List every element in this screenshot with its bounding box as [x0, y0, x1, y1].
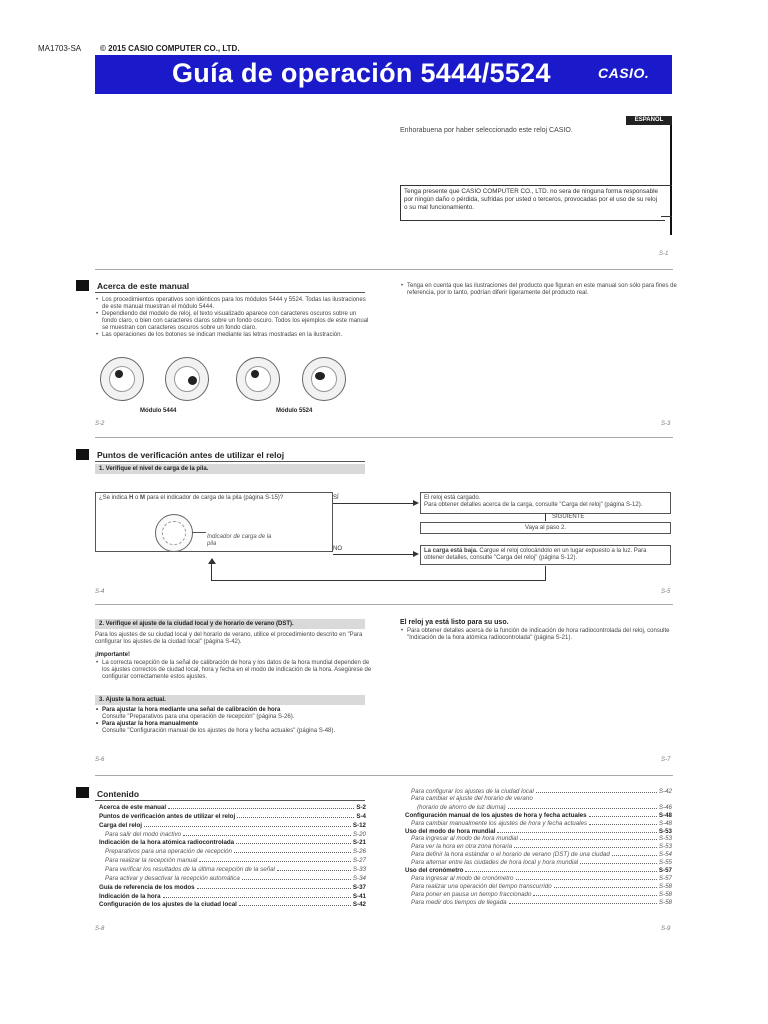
toc-entry-page: S-53: [658, 827, 672, 835]
toc-entry-page: S-46: [658, 803, 672, 811]
toc-entry-label: Preparativos para una operación de recepción: [105, 848, 232, 856]
row-divider: [95, 775, 673, 776]
bullet-item: • Dependiendo del modelo de reloj, el texto visualizado aparece con caracteres oscuros sobre un fondo claro, o bien con caracteres claros sobre un fondo oscuro. Todos los ejemplos de este manual se muestran con caracteres oscuros sobre un fondo claro.: [102, 311, 372, 332]
toc-entry[interactable]: [405, 866, 672, 874]
section-marker: [76, 449, 89, 460]
row-divider: [95, 437, 673, 438]
toc-leader-dots: [580, 858, 657, 864]
notice-frame-right: [661, 185, 672, 217]
page-number-s7: S-7: [661, 757, 671, 763]
liability-notice: Tenga presente que CASIO COMPUTER CO., LTD. no sera de ninguna forma responsable por ningún daño o pérdida, sufridas por usted o terceros, provocadas por el uso de su reloj o su mal funcionamiento.: [400, 185, 665, 221]
page-number-s6: S-6: [95, 757, 105, 763]
toc-entry[interactable]: [99, 900, 366, 908]
document-code: MA1703-SA: [38, 44, 82, 53]
arrow-up-icon: [208, 558, 216, 564]
toc-leader-dots: [144, 821, 351, 827]
yes-label: SÍ: [333, 495, 339, 501]
toc-entry[interactable]: [411, 834, 672, 842]
toc-entry-label: Acerca de este manual: [99, 804, 167, 811]
toc-leader-dots: [239, 900, 351, 906]
page-number-s9: S-9: [661, 926, 671, 932]
toc-entry-label: (horario de ahorro de luz diurna): [417, 803, 506, 811]
toc-entry[interactable]: [411, 787, 672, 795]
toc-leader-dots: [465, 866, 656, 872]
toc-leader-dots: [168, 803, 354, 809]
toc-entry-label: Para cambiar manualmente los ajustes de hora y fecha actuales: [411, 819, 588, 827]
watch-illustration: [302, 357, 346, 401]
heading-underline: [95, 292, 365, 293]
toc-leader-dots: [277, 865, 351, 871]
goto-step-box: Vaya al paso 2.: [420, 522, 671, 534]
loop-line: [211, 580, 546, 581]
toc-entry-label: Puntos de verificación antes de utilizar el reloj: [99, 812, 236, 820]
toc-entry-label: Para medir dos tiempos de llegada: [411, 898, 507, 906]
bullet-item: • Los procedimientos operativos son idénticos para los módulos 5444 y 5524. Todas las ilustraciones de este manual muestran el módulo 5444.: [102, 297, 372, 311]
greeting-text: Enhorabuena por haber seleccionado este reloj CASIO.: [400, 127, 573, 134]
toc-entry-label: Para alternar entre las ciudades de hora local y hora mundial: [411, 859, 579, 867]
step-bar: 2. Verifique el ajuste de la ciudad local y de horario de verano (DST).: [95, 619, 365, 629]
step-bar: 3. Ajuste la hora actual.: [95, 695, 365, 705]
section-marker: [76, 787, 89, 798]
toc-entry[interactable]: [411, 898, 672, 906]
toc-leader-dots: [508, 803, 657, 809]
toc-entry[interactable]: [99, 812, 366, 820]
step3-options: [95, 707, 372, 714]
page-number-s2: S-2: [95, 421, 105, 427]
toc-leader-dots: [533, 890, 657, 896]
toc-entry-page: S-55: [658, 859, 672, 867]
page-number-s1: S-1: [659, 251, 669, 257]
toc-entry-label: Indicación de la hora atómica radiocontrolada: [99, 839, 235, 847]
toc-leader-dots: [536, 787, 657, 793]
toc-entry[interactable]: [105, 847, 366, 855]
bullet-item: • Para ajustar la hora manualmente: [102, 721, 372, 728]
toc-entry-page: S-33: [352, 865, 366, 873]
toc-leader-dots: [242, 874, 351, 880]
toc-entry[interactable]: [105, 865, 366, 873]
ready-bullets: [400, 628, 679, 642]
toc-entry-page: S-57: [658, 874, 672, 882]
toc-leader-dots: [234, 847, 351, 853]
toc-entry-label: Para ingresar al modo de cronómetro: [411, 874, 514, 882]
important-bullets: [95, 660, 372, 681]
toc-entry[interactable]: [99, 883, 366, 891]
toc-entry[interactable]: [105, 830, 366, 838]
toc-entry-page: S-58: [658, 882, 672, 890]
toc-leader-dots: [554, 882, 657, 888]
toc-entry-page: S-12: [352, 821, 366, 829]
step3-options: [95, 721, 372, 728]
toc-entry-label: Guía de referencia de los modos: [99, 883, 195, 891]
page-number-s4: S-4: [95, 589, 105, 595]
arrow-icon: [413, 500, 419, 506]
step-bar: 1. Verifique el nivel de carga de la pila.: [95, 464, 365, 474]
toc-entry-label: Para realizar la recepción manual: [105, 857, 198, 865]
toc-entry-page: S-26: [352, 848, 366, 856]
toc-heading: Contenido: [97, 789, 140, 799]
illustration-note: [400, 283, 679, 297]
toc-leader-dots: [509, 898, 657, 904]
toc-entry-label: Para activar y desactivar la recepción automática: [105, 874, 240, 882]
toc-entry-page: S-58: [658, 890, 672, 898]
copyright: © 2015 CASIO COMPUTER CO., LTD.: [100, 44, 240, 53]
toc-entry-label: Para verificar los resultados de la última recepción de la señal: [105, 865, 275, 873]
toc-entry[interactable]: [411, 819, 672, 827]
toc-entry[interactable]: [411, 842, 672, 850]
ready-heading: El reloj ya está listo para su uso.: [400, 619, 509, 626]
toc-entry-label: Carga del reloj: [99, 821, 142, 829]
page-number-s3: S-3: [661, 421, 671, 427]
toc-leader-dots: [183, 830, 351, 836]
toc-entry[interactable]: [99, 821, 366, 829]
heading-underline: [95, 800, 365, 801]
flow-line: [545, 514, 546, 521]
toc-entry-label: Indicación de la hora: [99, 892, 161, 900]
toc-entry-label: Para cambiar el ajuste del horario de verano: [411, 794, 533, 802]
toc-leader-dots: [520, 834, 657, 840]
toc-leader-dots: [514, 842, 657, 848]
toc-entry-page: S-37: [352, 883, 366, 891]
flow-line-yes: [333, 503, 415, 504]
toc-entry-page: S-42: [658, 788, 672, 795]
toc-leader-dots: [589, 819, 657, 825]
toc-entry[interactable]: [411, 874, 672, 882]
toc-entry-page: S-21: [352, 839, 366, 847]
toc-entry-label: Para definir la hora estándar o el horario de verano (DST) de una ciudad: [411, 851, 610, 859]
question-box: ¿Se indica H o M para el indicador de carga de la pila (página S-15)?: [95, 492, 333, 552]
bullet-item: • La correcta recepción de la señal de calibración de hora y los datos de la hora mundial dependen de los ajustes correctos de ciudad local, hora y fecha en el modo de indicación de la hora. Asegúrese de configurar correctamente estos ajustes.: [102, 660, 372, 681]
toc-entry-page: S-27: [352, 857, 366, 865]
toc-entry-page: S-2: [356, 804, 366, 811]
toc-entry[interactable]: [105, 874, 366, 882]
bullet-item: • Las operaciones de los botones se indican mediante las letras mostradas en la ilustración.: [102, 332, 372, 339]
toc-leader-dots: [612, 850, 657, 856]
toc-entry[interactable]: [411, 890, 672, 898]
low-charge-box: La carga está baja. Cargue el reloj colocándolo en un lugar expuesto a la luz. Para obtener detalles, consulte "Carga del reloj" (página S-12).: [420, 545, 671, 565]
step2-text: Para los ajustes de su ciudad local y del horario de verano, utilice el procedimiento descrito en "Para configurar los ajustes de la ciudad local" (página S-42).: [95, 632, 363, 645]
toc-entry-label: Configuración manual de los ajustes de hora y fecha actuales: [405, 811, 587, 819]
manual-bullets: [95, 297, 372, 339]
indicator-label: Indicador de carga de la pila: [207, 534, 272, 547]
toc-entry-page: S-20: [352, 830, 366, 838]
flow-line-no: [333, 554, 415, 555]
toc-entry-label: Uso del modo de hora mundial: [405, 827, 496, 835]
bullet-item: • Para ajustar la hora mediante una señal de calibración de hora: [102, 707, 372, 714]
toc-entry-label: Para ingresar al modo de hora mundial: [411, 835, 518, 843]
toc-leader-dots: [236, 838, 351, 844]
toc-entry-label: Para configurar los ajustes de la ciudad local: [411, 788, 534, 795]
toc-entry-page: S-48: [658, 819, 672, 827]
toc-entry-label: Configuración de los ajustes de la ciudad local: [99, 901, 237, 909]
casio-logo: CASIO.: [598, 65, 650, 81]
toc-entry[interactable]: [411, 882, 672, 890]
watch-illustration: [236, 357, 280, 401]
toc-entry-label: Uso del cronómetro: [405, 867, 464, 874]
watch-dial-icon: [155, 514, 193, 552]
watch-illustration: [100, 357, 144, 401]
toc-entry-page: S-53: [658, 835, 672, 843]
toc-leader-dots: [163, 892, 351, 898]
toc-leader-dots: [199, 856, 351, 862]
arrow-icon: [413, 551, 419, 557]
toc-entry[interactable]: [99, 892, 366, 900]
toc-entry-page: S-34: [352, 874, 366, 882]
toc-entry-page: S-54: [658, 851, 672, 859]
important-label: ¡Importante!: [95, 652, 130, 658]
toc-entry-label: Para salir del modo inactivo: [105, 830, 182, 838]
toc-entry[interactable]: [99, 803, 366, 811]
page-number-s8: S-8: [95, 926, 105, 932]
toc-entry[interactable]: [411, 795, 672, 802]
module-label: Módulo 5444: [140, 408, 177, 414]
page-title: Guía de operación 5444/5524: [172, 58, 551, 88]
toc-entry-page: S-48: [658, 811, 672, 819]
section-heading-manual: Acerca de este manual: [97, 281, 190, 291]
toc-entry-page: S-41: [352, 892, 366, 900]
toc-entry[interactable]: [99, 838, 366, 846]
toc-entry[interactable]: [405, 827, 672, 835]
module-label: Módulo 5524: [276, 408, 313, 414]
page-number-s5: S-5: [661, 589, 671, 595]
toc-leader-dots: [197, 883, 351, 889]
toc-leader-dots: [497, 827, 657, 833]
toc-leader-dots: [516, 874, 657, 880]
section-marker: [76, 280, 89, 291]
next-label: SIGUIENTE: [552, 514, 585, 520]
charged-box: El reloj está cargado. Para obtener detalles acerca de la carga, consulte "Carga del reloj" (página S-12).: [420, 492, 671, 514]
page-side-bar: [670, 125, 672, 235]
toc-entry-label: Para realizar una operación del tiempo transcurrido: [411, 882, 552, 890]
option-text: Consulte "Preparativos para una operación de recepción" (página S-26).: [102, 714, 295, 720]
toc-entry[interactable]: [411, 858, 672, 866]
toc-entry-page: S-57: [658, 867, 672, 874]
option-text: Consulte "Configuración manual de los ajustes de hora y fecha actuales" (página S-48).: [102, 728, 336, 734]
section-heading-checkpoints: Puntos de verificación antes de utilizar el reloj: [97, 450, 285, 460]
toc-entry-page: S-4: [356, 812, 366, 820]
no-label: NO: [333, 546, 342, 552]
toc-entry-label: Para ver la hora en otra zona horaria: [411, 843, 513, 851]
toc-entry[interactable]: [411, 850, 672, 858]
toc-leader-dots: [589, 811, 657, 817]
toc-entry[interactable]: [405, 811, 672, 819]
bullet-item: • Para obtener detalles acerca de la función de indicación de hora radiocontrolada del reloj, consulte "Indicación de la hora atómica radiocontrolada" (página S-21).: [407, 628, 679, 642]
toc-entry[interactable]: [105, 856, 366, 864]
row-divider: [95, 269, 673, 270]
toc-entry-label: Para poner en pausa un tiempo fraccionado: [411, 890, 532, 898]
toc-entry-page: S-58: [658, 898, 672, 906]
bullet-item: • Tenga en cuenta que las ilustraciones del producto que figuran en este manual son sólo para fines de referencia, por lo tanto, podrían diferir ligeramente del producto real.: [407, 283, 679, 297]
row-divider: [95, 604, 673, 605]
indicator-pointer: [192, 532, 206, 533]
heading-underline: [95, 461, 365, 462]
toc-entry-page: S-42: [352, 901, 366, 909]
watch-illustration: [165, 357, 209, 401]
language-tab: ESPAÑOL: [626, 116, 672, 125]
toc-entry-page: S-53: [658, 843, 672, 851]
toc-leader-dots: [237, 812, 354, 818]
loop-line: [545, 566, 546, 580]
toc-entry[interactable]: [417, 803, 672, 811]
